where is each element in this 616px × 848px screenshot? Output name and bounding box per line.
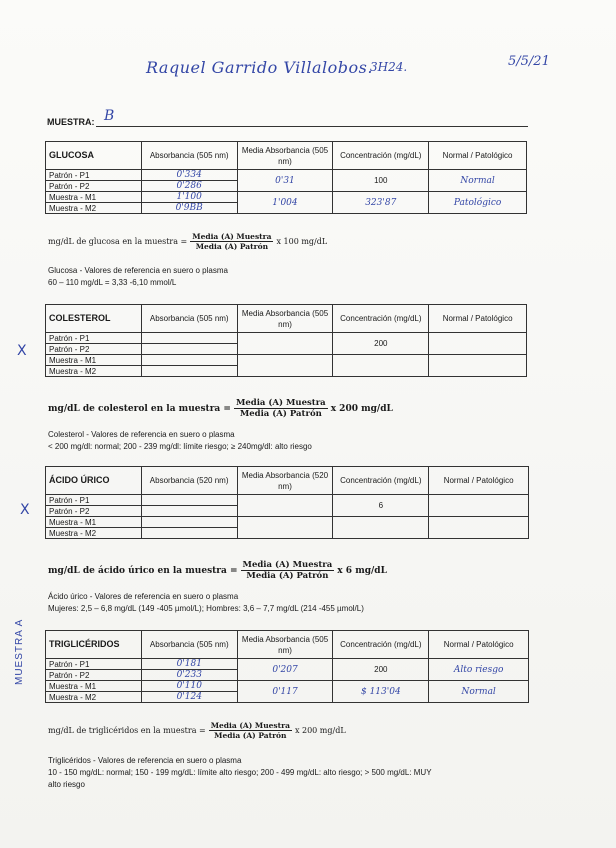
row-label: Patrón - P2 [46, 181, 142, 192]
reference-title: Colesterol - Valores de referencia en suero o plasma [48, 430, 235, 439]
col-mean-absorbance: Media Absorbancia (505 nm) [237, 631, 333, 659]
formula-multiplier: x 200 mg/dL [294, 726, 346, 735]
status-value: Alto riesgo [453, 664, 504, 675]
concentration-value: $ 113'04 [360, 686, 401, 697]
col-status: Normal / Patológico [429, 631, 529, 659]
concentration-value: 200 [333, 333, 429, 355]
col-concentration: Concentración (mg/dL) [333, 142, 429, 170]
col-mean-absorbance: Media Absorbancia (505 nm) [237, 142, 333, 170]
formula-denominator: Media (A) Patrón [195, 242, 269, 251]
col-absorbance: Absorbancia (520 nm) [141, 467, 237, 495]
formula-numerator: Media (A) Muestra [235, 398, 326, 408]
row-label: Patrón - P2 [46, 506, 142, 517]
reference-values: 60 – 110 mg/dL = 3,33 -6,10 mmol/L [48, 278, 177, 287]
formula-multiplier: x 6 mg/dL [337, 565, 387, 576]
formula-numerator: Media (A) Muestra [192, 232, 272, 241]
student-id: 3H24. [370, 60, 408, 74]
col-status: Normal / Patológico [429, 305, 527, 333]
student-name: Raquel Garrido Villalobos. [146, 58, 373, 77]
formula-numerator: Media (A) Muestra [210, 721, 290, 730]
absorbance-value: 0'233 [176, 670, 202, 680]
sample-label: MUESTRA: [47, 117, 95, 127]
concentration-value: 100 [333, 170, 429, 192]
row-label: Muestra - M2 [46, 203, 142, 214]
col-concentration: Concentración (mg/dL) [333, 467, 429, 495]
row-label: Patrón - P2 [46, 344, 142, 355]
col-status: Normal / Patológico [429, 467, 529, 495]
glucosa-formula [48, 232, 327, 251]
col-concentration: Concentración (mg/dL) [333, 305, 429, 333]
formula-denominator: Media (A) Patrón [239, 409, 322, 419]
formula-multiplier: x 200 mg/dL [330, 403, 393, 414]
reference-title: Glucosa - Valores de referencia en suero o plasma [48, 266, 228, 275]
colesterol-title: COLESTEROL [46, 305, 142, 333]
trigliceridos-reference [48, 755, 588, 791]
status-value: Patológico [453, 197, 502, 208]
col-absorbance: Absorbancia (505 nm) [141, 631, 237, 659]
urico-table [45, 466, 529, 539]
reference-values: Mujeres: 2,5 – 6,8 mg/dL (149 -405 µmol/L); Hombres: 3,6 – 7,7 mg/dL (214 -455 µmol/L) [48, 604, 364, 613]
mean-absorbance-value: 0'117 [272, 686, 298, 697]
colesterol-table [45, 304, 527, 377]
mean-absorbance-value: 0'31 [275, 175, 295, 186]
row-label: Muestra - M1 [46, 192, 142, 203]
formula-text: mg/dL de ácido úrico en la muestra = [48, 565, 238, 576]
reference-values: alto riesgo [48, 780, 85, 789]
glucosa-table [45, 141, 527, 214]
row-label: Muestra - M2 [46, 692, 142, 703]
absorbance-value: 0'124 [176, 692, 202, 702]
row-label: Muestra - M2 [46, 366, 142, 377]
glucosa-title: GLUCOSA [46, 142, 142, 170]
formula-multiplier: x 100 mg/dL [276, 237, 328, 246]
urico-formula [48, 560, 387, 581]
col-absorbance: Absorbancia (505 nm) [141, 305, 237, 333]
formula-numerator: Media (A) Muestra [242, 560, 333, 570]
reference-values: 10 - 150 mg/dL: normal; 150 - 199 mg/dL: límite alto riesgo; 200 - 499 mg/dL: alto riesgo; > 500 mg/dL: MUY [48, 768, 432, 777]
absorbance-value: 0'9BB [175, 203, 203, 213]
row-label: Patrón - P1 [46, 495, 142, 506]
date: 5/5/21 [508, 54, 550, 69]
urico-reference [48, 591, 364, 615]
sample-value: B [104, 108, 115, 124]
col-mean-absorbance: Media Absorbancia (520 nm) [237, 467, 333, 495]
row-label: Patrón - P2 [46, 670, 142, 681]
absorbance-value: 0'334 [176, 170, 202, 180]
formula-denominator: Media (A) Patrón [214, 731, 287, 740]
col-mean-absorbance: Media Absorbancia (505 nm) [237, 305, 333, 333]
concentration-value: 6 [333, 495, 429, 517]
x-mark: X [17, 343, 27, 359]
status-value: Normal [461, 686, 496, 697]
concentration-value: 200 [333, 659, 429, 681]
sample-underline [96, 126, 528, 127]
status-value: Normal [460, 175, 495, 186]
concentration-value: 323'87 [365, 197, 397, 208]
trigliceridos-formula [48, 721, 346, 740]
trigliceridos-title: TRIGLICÉRIDOS [46, 631, 142, 659]
row-label: Muestra - M1 [46, 517, 142, 528]
absorbance-value: 0'181 [176, 659, 202, 669]
sample-a-side-label: MUESTRA A [14, 618, 25, 685]
col-absorbance: Absorbancia (505 nm) [141, 142, 237, 170]
absorbance-value: 0'286 [176, 181, 202, 191]
colesterol-formula [48, 398, 393, 419]
formula-denominator: Media (A) Patrón [246, 571, 329, 581]
mean-absorbance-value: 0'207 [272, 664, 298, 675]
row-label: Patrón - P1 [46, 170, 142, 181]
col-concentration: Concentración (mg/dL) [333, 631, 429, 659]
mean-absorbance-value: 1'004 [272, 197, 298, 208]
reference-title: Ácido úrico - Valores de referencia en suero o plasma [48, 592, 239, 601]
trigliceridos-table [45, 630, 529, 703]
row-label: Muestra - M1 [46, 355, 142, 366]
x-mark: X [20, 502, 30, 518]
urico-title: ÁCIDO ÚRICO [46, 467, 142, 495]
absorbance-value: 0'110 [176, 681, 202, 691]
row-label: Muestra - M1 [46, 681, 142, 692]
formula-text: mg/dL de glucosa en la muestra = [48, 237, 188, 246]
formula-text: mg/dL de colesterol en la muestra = [48, 403, 231, 414]
row-label: Patrón - P1 [46, 333, 142, 344]
row-label: Patrón - P1 [46, 659, 142, 670]
colesterol-reference [48, 429, 312, 453]
formula-text: mg/dL de triglicéridos en la muestra = [48, 726, 206, 735]
col-status: Normal / Patológico [429, 142, 527, 170]
row-label: Muestra - M2 [46, 528, 142, 539]
absorbance-value: 1'100 [176, 192, 202, 202]
glucosa-reference [48, 265, 228, 289]
reference-values: < 200 mg/dl: normal; 200 - 239 mg/dl: límite riesgo; ≥ 240mg/dl: alto riesgo [48, 442, 312, 451]
reference-title: Triglicéridos - Valores de referencia en suero o plasma [48, 756, 242, 765]
